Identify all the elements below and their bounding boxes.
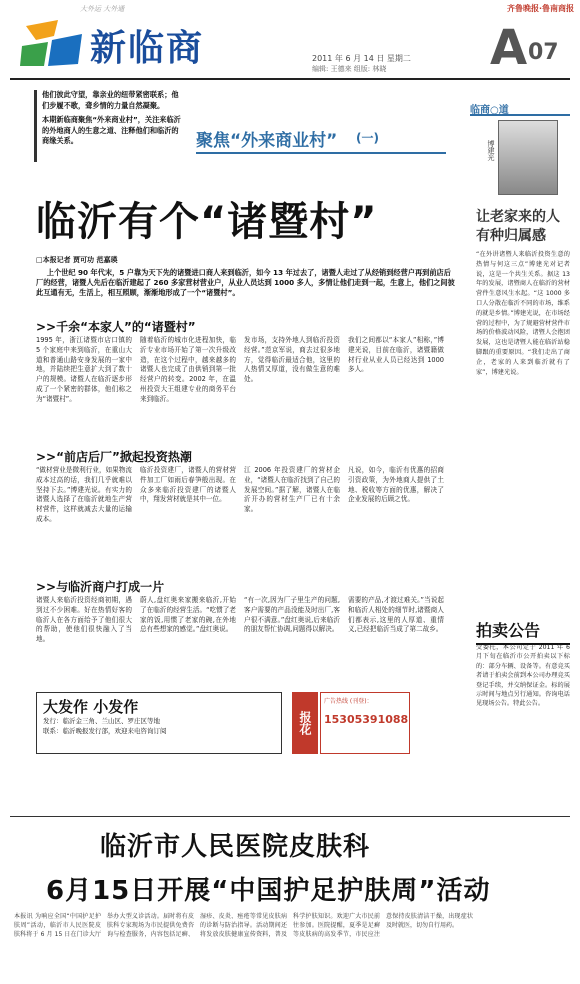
logo-icon — [18, 16, 88, 70]
classified-ad — [36, 692, 282, 754]
sidebar-tag: 临商○道 — [470, 105, 509, 116]
ad-phone-number: 15305391088 — [324, 713, 409, 726]
masthead-divider — [10, 78, 570, 80]
page-section-letter: A — [490, 20, 528, 76]
bottom-article-body: 本报讯 为响应全国“中国护足护肤周”活动，临沂市人民医院皮肤科将于 6 月 15 日在门诊大厅举办大型义诊活动。届时将有皮肤科专家现场为市民提供免费咨询与检查服务，内容包括足癣、湿疹、皮炎、痤疮等常见皮肤病的诊断与防治指导。活动期间还将发放皮肤健康宣传资料，普及科学护肤知识。欢迎广大市民前往参加。医院提醒，夏季是足癣等皮肤病的高发季节，市民应注意保持皮肤清洁干燥，出现症状及时就医，切勿自行用药。 — [14, 913, 473, 938]
article-column: 我们之间都以“本家人”相称，”博建光说，目前在临沂，诸暨籍做材行业从业人员已经达到 1000 多人。 — [348, 336, 444, 374]
sidebar-body: “在外讲诸暨人来临沂投资生意的热情与何这三点”博建光对记者说，这是一个共生关系。据这 13 年的发展，诸暨商人在临沂的营材营件生意风生水起。“这 1000 多口人分散在临沂不同的市场，维系的就是乡情。”博建光说，在市场经营的过程中，为了规避营材营件市场的价格波动风险，诸暨人会抱团发展，这也是诸暨人能在临沂站稳脚跟的重要原因。“我们走出了商企，老家的人来到临沂就有了家”，博建光说。 — [476, 251, 570, 376]
bottom-headline-line2: 6月15日开展“中国护足护肤周”活动 — [46, 876, 491, 906]
intro-paragraph: 他们彼此守望，靠亲业的纽带紧密联系；他们步履不歌，聋乡情的力量自然凝聚。 — [42, 90, 179, 110]
series-part: (一) — [356, 131, 379, 145]
article-column: 发市场，支持外地人到临沂投资经营。”范京军说，商去过很多地方，觉得临沂最适合他，这里的人热情又厚道，没有做生意的难处。 — [244, 336, 340, 384]
auction-notice-title: 拍卖公告 — [476, 618, 570, 645]
page-number: 07 — [528, 40, 559, 65]
bottom-headline-line1: 临沂市人民医院皮肤科 — [100, 832, 371, 862]
series-underline — [196, 152, 446, 154]
article-column: “做材营业是微利行业，如果物流成本过高的话，我们几乎就难以坚持下去。”博建光说。有实力的诸暨人选择了在临沂就地生产营材营件，这样就减去大量的运输成本。 — [36, 466, 132, 523]
article-column: 诸暨人来临沂投资经商初期，遇到过不少困难。好在热情好客的临沂人在各方面给予了他们很大的帮助，使他们很快融入了当地。 — [36, 596, 132, 644]
feature-intro — [34, 90, 184, 162]
article-column: 临沂投资建厂，诸暨人的营材营件加工厂如雨后春笋般出现。在众多来临沂投资建厂的诸暨人中，翔发营材就是其中一位。 — [140, 466, 236, 504]
article-column: 凡说，如今，临沂有优惠的招商引资政策，为外地商人提供了土地、税收等方面的优惠，解决了企业发展的后顾之忧。 — [348, 466, 444, 504]
section-heading: >>与临沂商户打成一片 — [36, 580, 165, 594]
ad-title: 大发作 小发作 — [43, 698, 139, 716]
intro-paragraph: 本期新临商聚焦“外来商业村”，关注来临沂的外地商人的生意之道、注释他们和临沂的商缘关系。 — [42, 115, 181, 145]
article-column: 需要的产品,才渡过难关。”当说起和临沂人相处的细节时,诸暨商人们都表示,这里的人厚道、重情义,已经把临沂当成了第二故乡。 — [348, 596, 444, 634]
article-column: 1995 年，浙江诸暨市店口镇的 5 个家庭中来到临沂，在重山大道和普通山路安身发展的一家中地，并陆续把生意扩大到了数十户的规模。诸暨人在临沂逐步形成了一个紧密的群体，他们称之为“诸暨村”。 — [36, 336, 132, 403]
paper-brand: 齐鲁晚报·鲁南商报 — [506, 4, 574, 13]
byline: □本报记者 贾可功 范嘉瑛 — [36, 256, 118, 264]
ad-phone-label: 广告热线 (刊登)： — [324, 698, 373, 705]
ad-line: 联系：临沂晚报发行部，欢迎来电咨询订阅 — [43, 726, 167, 735]
portrait-caption: 博建光 — [487, 140, 495, 161]
bottom-divider — [10, 816, 570, 817]
editor-credit: 编辑: 王德来 组版: 林晓 — [312, 65, 387, 73]
slogan: 大外运 大外通 — [80, 5, 125, 13]
series-title: 聚焦“外来商业村” — [196, 131, 338, 151]
article-column: “有一次,因为厂子里生产的问题,客户需要的产品没能及时出厂,客户很不满意。”盘红奥说,后来临沂的朋友帮忙协调,问题得以解决。 — [244, 596, 340, 634]
main-headline: 临沂有个“诸暨村” — [36, 199, 378, 245]
ad-phone-box — [320, 692, 410, 754]
article-column: 随着临沂的城市化进程加快，临沂专业市场开始了第一次升级改造，在这个过程中，越来越多的诸暨人也完成了由供销到第一批经营户的转变。2002 年，在温州投资大王组建专业的商务平台来到临沂。 — [140, 336, 236, 403]
ad-line: 发行：临沂金三角、兰山区、罗庄区等地 — [43, 717, 160, 725]
article-column: 江 2006 年投资建厂的营材企业，“诸暨人在临沂找到了自己的发展空间。”据了解，诸暨人在临沂开办的营材生产厂已有十余家。 — [244, 466, 340, 514]
section-heading: >>千余“本家人”的“诸暨村” — [36, 320, 196, 334]
masthead — [0, 0, 580, 80]
lead-paragraph: 上个世纪 90 年代末，5 户靠为天下先的诸暨进口商人来到临沂，如今 13 年过去了，诸暨人走过了从经销到经营户再到前店后厂的经营，诸暨人先后在临沂建起了 260 多家营材营业户，从业人员达到 1000 多人，多情让他们走到一起，生意上，他们之间彼此互通有无，生活上，相互照顾，渐渐地形成了一个“诸暨村”。 — [36, 268, 455, 297]
newspaper-logo-text: 新临商 — [90, 28, 205, 69]
section-heading: >>“前店后厂”掀起投资热潮 — [36, 450, 192, 464]
article-column: 蔚人,盘红奥来家搬来临沂,开始了在临沂的经营生活。“吃惯了老家的饭,用惯了老家的碗,在外地总有些想家的感觉。”盘红奥说。 — [140, 596, 236, 634]
portrait-photo — [498, 120, 558, 195]
issue-date: 2011 年 6 月 14 日 星期二 — [312, 54, 411, 63]
auction-notice-body: 受委托，本公司定于 2011 年 6 月下旬在临沂市公开拍卖以下标的：部分车辆、设备等。有意竞买者请于拍卖会前到本公司办理竞买登记手续，并交纳保证金。标的展示时间与地点另行通知。咨询电话见现场公告。特此公告。 — [476, 644, 570, 708]
ad-badge: 报花 — [292, 692, 318, 754]
sidebar-title: 让老家来的人有种归属感 — [476, 209, 560, 244]
